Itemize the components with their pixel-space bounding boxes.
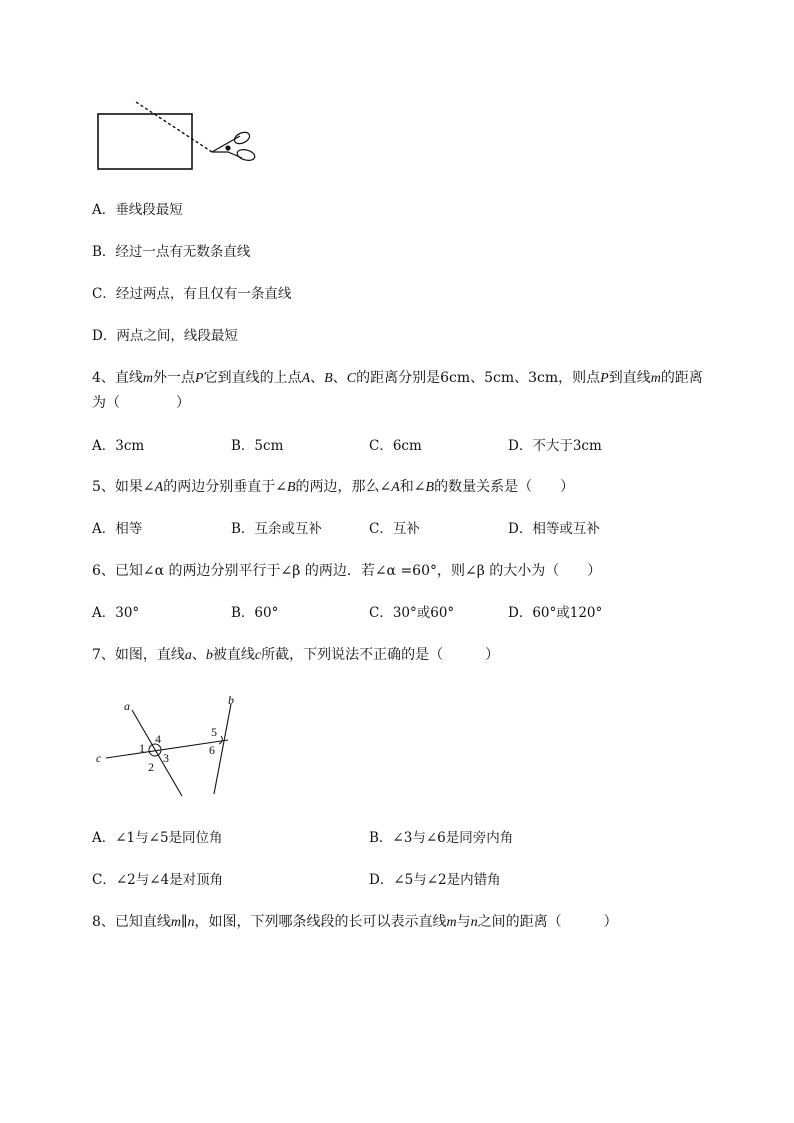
q4-option-b[interactable]: B．5cm	[231, 438, 284, 454]
q7-option-d[interactable]: D．∠5与∠2是内错角	[369, 872, 501, 888]
var-m: m	[650, 371, 661, 386]
q7-option-a[interactable]: A．∠1与∠5是同位角	[92, 830, 223, 846]
line-b	[214, 704, 231, 794]
var-a: A	[301, 371, 311, 386]
scissors-icon	[212, 130, 256, 162]
var-b: B	[425, 480, 435, 495]
var-b: B	[286, 480, 296, 495]
label-a: a	[124, 699, 130, 713]
angle-label-4: 4	[155, 732, 161, 746]
q5-stem: 5、如果∠A的两边分别垂直于∠B的两边，那么∠A和∠B的数量关系是（ ）	[92, 479, 575, 495]
var-a: A	[391, 480, 400, 495]
angle-marker-right	[219, 736, 222, 744]
q8-stem: 8、已知直线m∥n，如图，下列哪条线段的长可以表示直线m与n之间的距离（ ）	[92, 914, 618, 930]
q6-option-c[interactable]: C．30°或60°	[369, 605, 455, 621]
q4-option-d[interactable]: D．不大于3cm	[508, 438, 602, 454]
scissors-cut-figure	[90, 100, 270, 180]
q6-stem: 6、已知∠α 的两边分别平行于∠β 的两边．若∠α =60°，则∠β 的大小为（ ）	[92, 563, 602, 579]
q5-option-c[interactable]: C．互补	[369, 521, 420, 537]
q3-option-b[interactable]: B．经过一点有无数条直线	[92, 244, 251, 260]
q6-option-b[interactable]: B．60°	[231, 605, 279, 621]
var-m: m	[142, 371, 154, 386]
var-c: c	[254, 648, 262, 663]
q3-option-d[interactable]: D．两点之间，线段最短	[92, 328, 238, 344]
q6-option-d[interactable]: D．60°或120°	[508, 605, 603, 621]
var-n: n	[470, 915, 478, 930]
var-p: P	[600, 371, 609, 386]
label-b: b	[228, 693, 234, 707]
q4-stem-line2: 为（ ）	[92, 395, 190, 411]
q7-option-b[interactable]: B．∠3与∠6是同旁内角	[369, 830, 514, 846]
var-a: A	[154, 480, 164, 495]
q4-option-c[interactable]: C．6cm	[369, 438, 422, 454]
var-a: a	[184, 648, 192, 663]
q6-option-a[interactable]: A．30°	[92, 605, 140, 621]
var-b: B	[324, 371, 333, 386]
q7-stem: 7、如图，直线a、b被直线c所截，下列说法不正确的是（ ）	[92, 647, 500, 663]
dashed-cut-line	[136, 102, 212, 152]
label-c: c	[96, 751, 102, 765]
angle-label-6: 6	[209, 743, 215, 757]
q4-option-a[interactable]: A．3cm	[92, 438, 145, 454]
var-m: m	[446, 915, 457, 930]
angle-label-2: 2	[148, 760, 154, 774]
paper-rectangle	[98, 114, 192, 169]
q7-option-c[interactable]: C．∠2与∠4是对顶角	[92, 872, 224, 888]
var-m-parallel-n: m∥n	[170, 915, 195, 930]
var-b: b	[205, 648, 213, 663]
transversal-figure	[94, 690, 254, 802]
angle-label-5: 5	[211, 725, 217, 739]
var-p: P	[195, 371, 204, 386]
angle-label-3: 3	[163, 751, 169, 765]
q3-option-c[interactable]: C．经过两点，有且仅有一条直线	[92, 286, 292, 302]
var-c: C	[346, 371, 357, 386]
q5-option-a[interactable]: A．相等	[92, 521, 143, 537]
q5-option-d[interactable]: D．相等或互补	[508, 521, 600, 537]
q5-option-b[interactable]: B．互余或互补	[231, 521, 322, 537]
q4-stem-line1: 4、直线m外一点P它到直线的上点A、B、C的距离分别是6cm、5cm、3cm，则点P到直线m的距离	[92, 370, 703, 386]
angle-label-1: 1	[139, 741, 145, 755]
q3-option-a[interactable]: A．垂线段最短	[92, 202, 183, 218]
